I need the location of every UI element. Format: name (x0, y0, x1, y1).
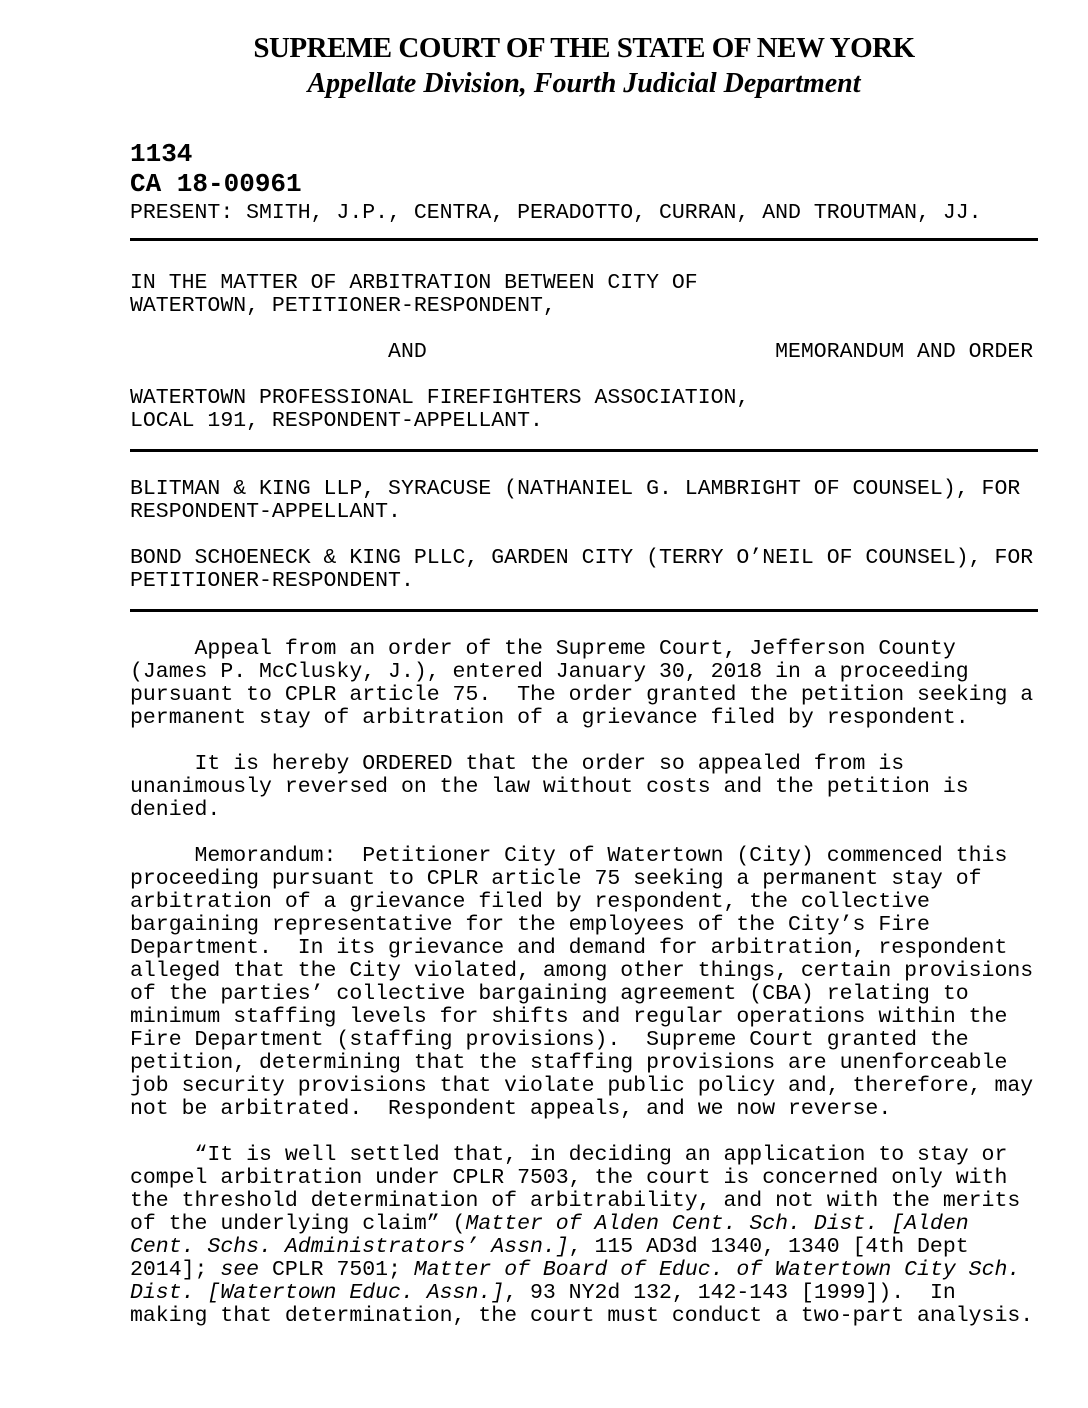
opinion-paragraph (130, 1144, 1038, 1328)
text-line (130, 364, 1038, 387)
justices-present-line: PRESENT: SMITH, J.P., CENTRA, PERADOTTO, CURRAN, AND TROUTMAN, JJ. (130, 201, 982, 225)
text-line: petition, determining that the staffing provisions are unenforceable (130, 1051, 1008, 1075)
text-line (130, 524, 1038, 547)
text-line: making that determination, the court must conduct a two-part analysis. (130, 1304, 1034, 1328)
text-line: denied. (130, 798, 221, 822)
text-line: Dist. [Watertown Educ. Assn.], 93 NY2d 132, 142-143 [1999]). In (130, 1281, 956, 1305)
text-line: Appeal from an order of the Supreme Court, Jefferson County (130, 637, 956, 661)
text-line: It is hereby ORDERED that the order so appealed from is (130, 752, 905, 776)
document-content (130, 139, 1038, 1328)
text-line: proceeding pursuant to CPLR article 75 seeking a permanent stay of (130, 867, 982, 891)
text-line: pursuant to CPLR article 75. The order granted the petition seeking a (130, 683, 1034, 707)
text-line: LOCAL 191, RESPONDENT-APPELLANT. (130, 409, 543, 433)
text-line: BLITMAN & KING LLP, SYRACUSE (NATHANIEL G. LAMBRIGHT OF COUNSEL), FOR (130, 477, 1021, 501)
text-line: WATERTOWN PROFESSIONAL FIREFIGHTERS ASSOCIATION, (130, 386, 750, 410)
calendar-number: 1134 (130, 139, 193, 169)
text-line (130, 318, 1038, 341)
text-line: minimum staffing levels for shifts and regular operations within the (130, 1005, 1008, 1029)
opinion-body (130, 638, 1038, 1328)
docket-block (130, 139, 1038, 228)
text-line: Department. In its grievance and demand for arbitration, respondent (130, 936, 1008, 960)
opinion-paragraph (130, 638, 1038, 730)
text-line: Fire Department (staffing provisions). Supreme Court granted the (130, 1028, 969, 1052)
text-line: BOND SCHOENECK & KING PLLC, GARDEN CITY (TERRY O’NEIL OF COUNSEL), FOR (130, 546, 1034, 570)
text-line: IN THE MATTER OF ARBITRATION BETWEEN CITY OF (130, 271, 698, 295)
text-line: compel arbitration under CPLR 7503, the court is concerned only with (130, 1166, 1008, 1190)
text-line: “It is well settled that, in deciding an application to stay or (130, 1143, 1008, 1167)
horizontal-rule (130, 449, 1038, 452)
text-line: (James P. McClusky, J.), entered January 30, 2018 in a proceeding (130, 660, 969, 684)
text-line: AND MEMORANDUM AND ORDER (130, 340, 1034, 364)
text-line: permanent stay of arbitration of a grievance filed by respondent. (130, 706, 969, 730)
text-line: of the underlying claim” (Matter of Alden Cent. Sch. Dist. [Alden (130, 1212, 969, 1236)
text-line: PETITIONER-RESPONDENT. (130, 569, 414, 593)
text-line: RESPONDENT-APPELLANT. (130, 500, 401, 524)
case-caption (130, 272, 1038, 433)
text-line: Memorandum: Petitioner City of Watertown (City) commenced this (130, 844, 1008, 868)
text-line: of the parties’ collective bargaining agreement (CBA) relating to (130, 982, 969, 1006)
horizontal-rule (130, 238, 1038, 241)
court-division: Appellate Division, Fourth Judicial Department (307, 68, 861, 99)
counsel-appearances (130, 478, 1038, 593)
text-line: bargaining representative for the employees of the City’s Fire (130, 913, 930, 937)
court-name: SUPREME COURT OF THE STATE OF NEW YORK (253, 32, 915, 64)
opinion-paragraph (130, 753, 1038, 822)
text-line: arbitration of a grievance filed by respondent, the collective (130, 890, 930, 914)
text-line: the threshold determination of arbitrability, and not with the merits (130, 1189, 1021, 1213)
text-line: 2014]; see CPLR 7501; Matter of Board of Educ. of Watertown City Sch. (130, 1258, 1021, 1282)
horizontal-rule (130, 609, 1038, 612)
text-line: WATERTOWN, PETITIONER-RESPONDENT, (130, 294, 556, 318)
text-line: Cent. Schs. Administrators’ Assn.], 115 AD3d 1340, 1340 [4th Dept (130, 1235, 969, 1259)
docket-number: CA 18-00961 (130, 169, 302, 199)
text-line: unanimously reversed on the law without costs and the petition is (130, 775, 969, 799)
text-line: alleged that the City violated, among other things, certain provisions (130, 959, 1034, 983)
text-line: job security provisions that violate public policy and, therefore, may (130, 1074, 1034, 1098)
text-line: not be arbitrated. Respondent appeals, and we now reverse. (130, 1097, 892, 1121)
court-header (130, 30, 1038, 101)
opinion-paragraph (130, 845, 1038, 1121)
